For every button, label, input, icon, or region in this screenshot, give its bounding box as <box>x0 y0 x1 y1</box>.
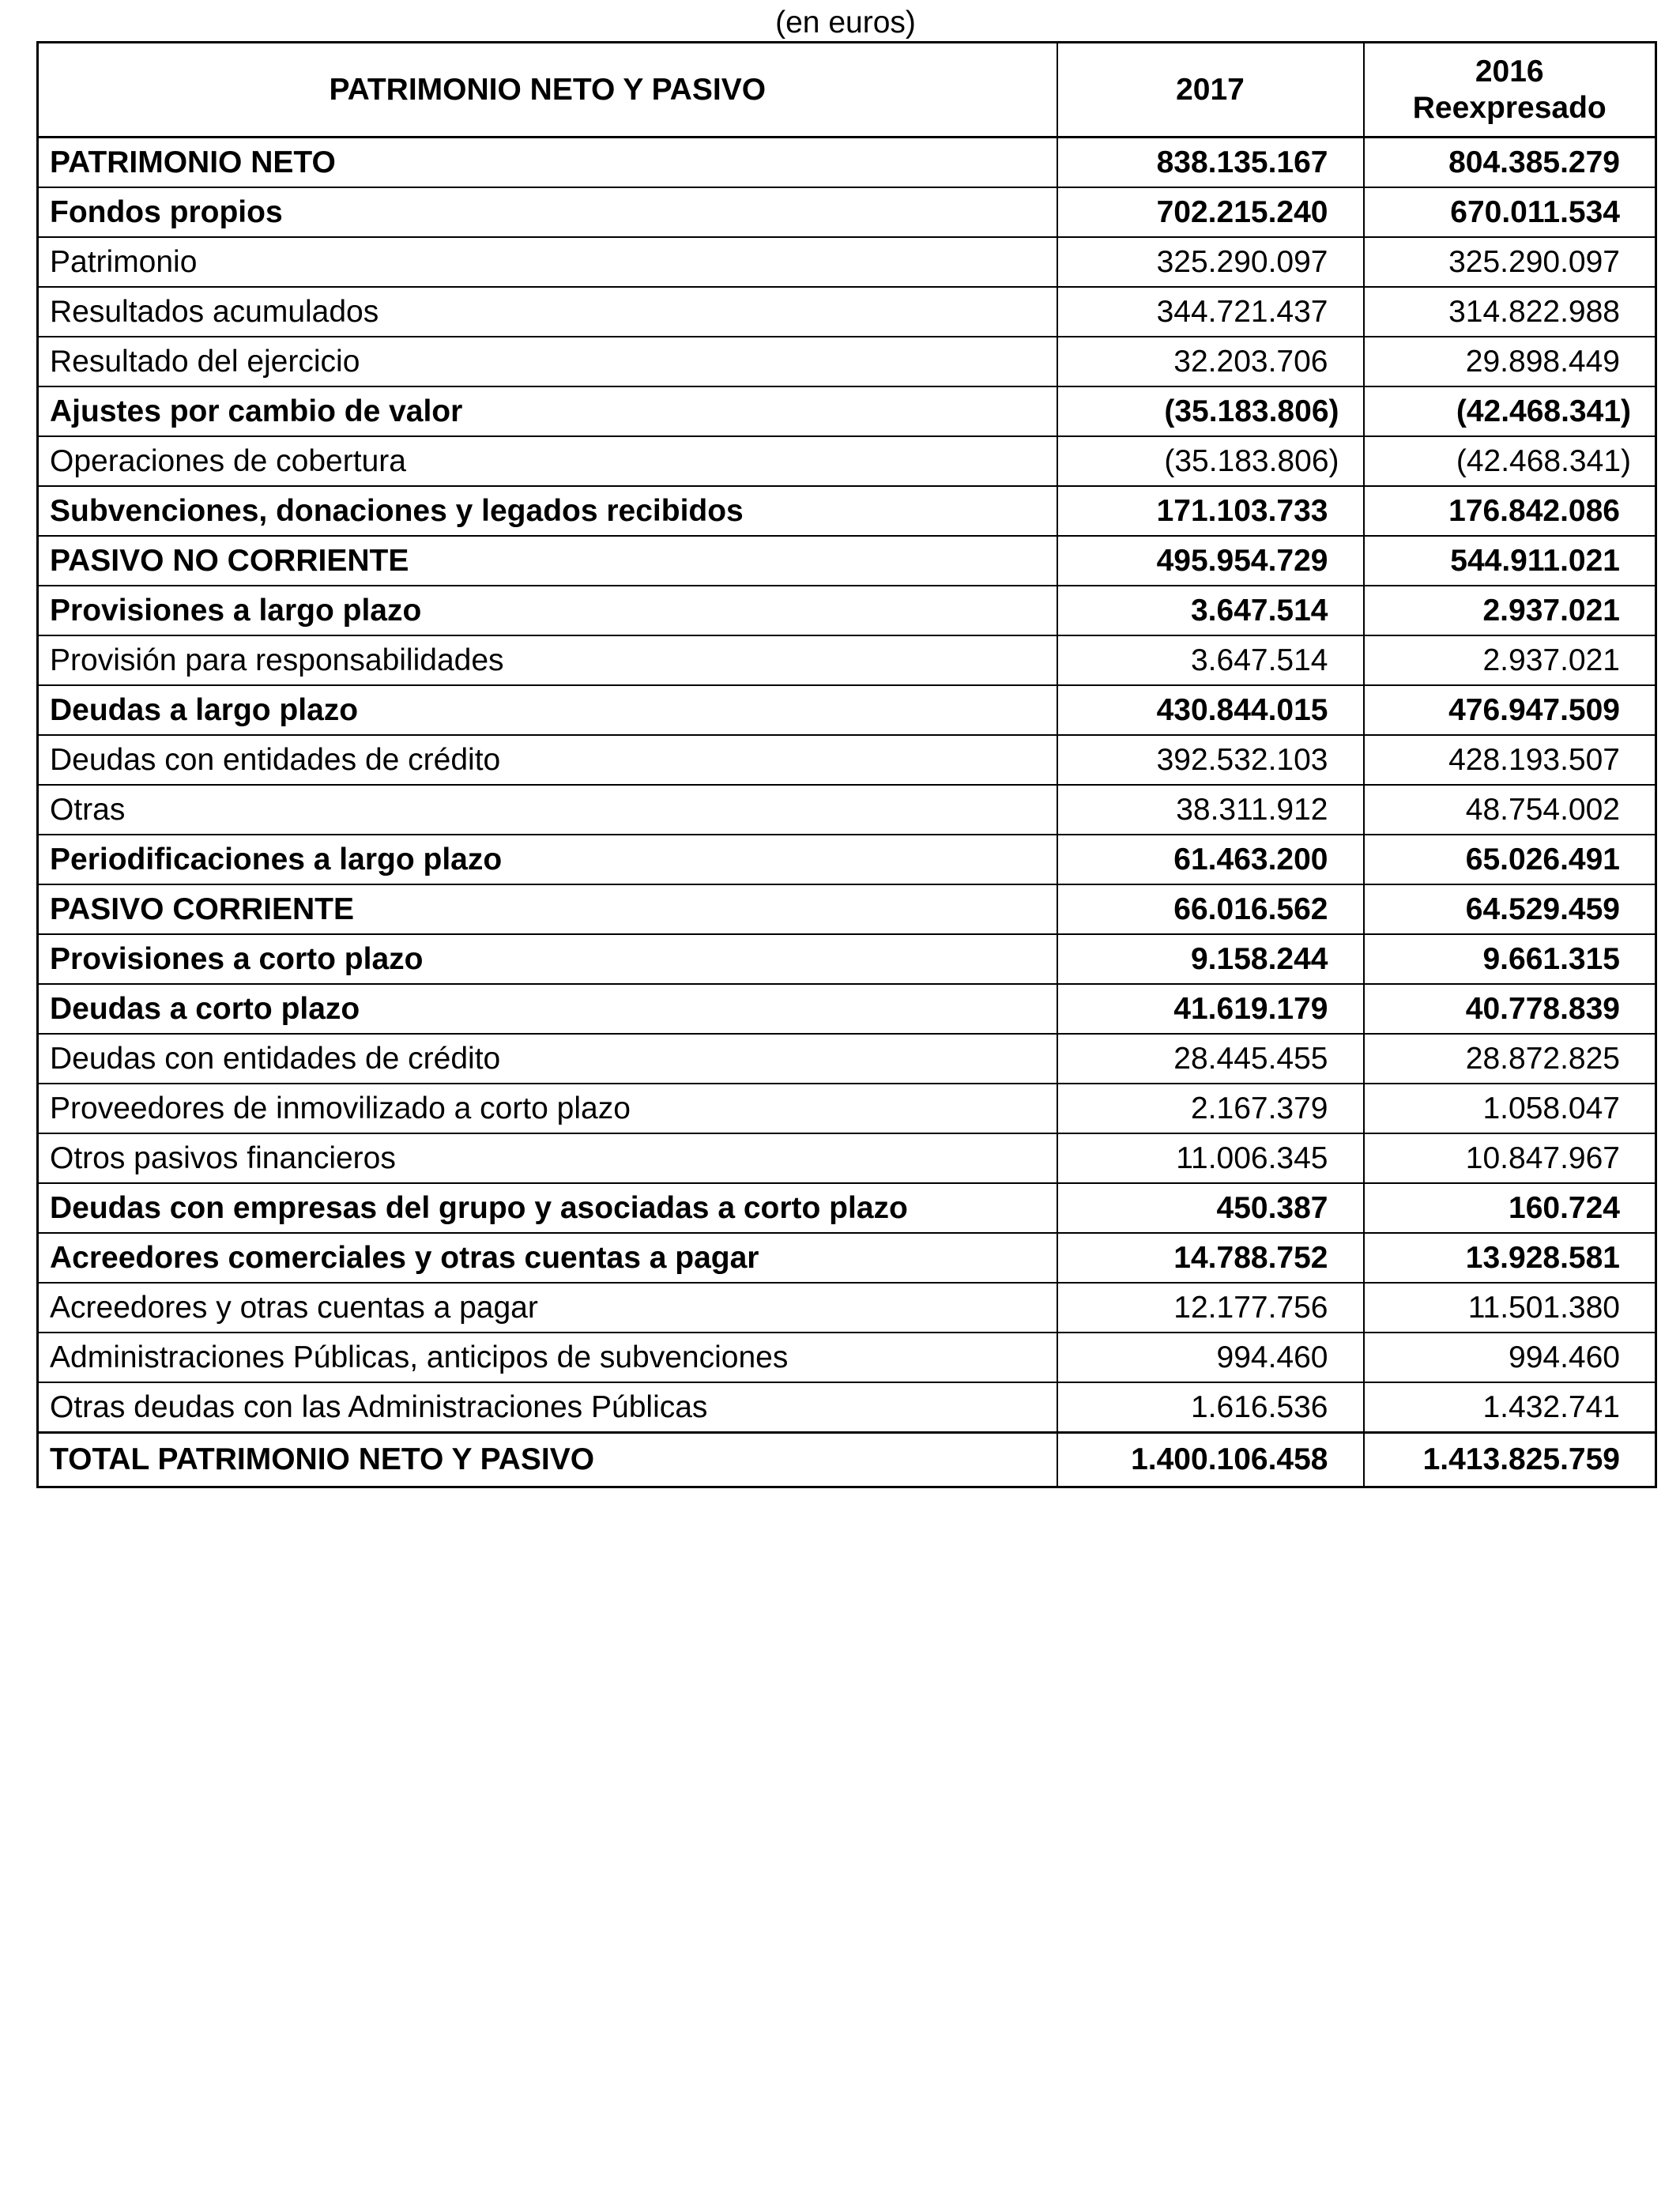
table-row <box>38 735 1656 785</box>
row-label: Acreedores comerciales y otras cuentas a pagar <box>38 1233 1057 1283</box>
table-row <box>38 486 1656 536</box>
table-row <box>38 1382 1656 1433</box>
row-label: Proveedores de inmovilizado a corto plazo <box>38 1084 1057 1133</box>
row-value-2017: 9.158.244 <box>1057 934 1364 984</box>
row-value-2016: 804.385.279 <box>1364 138 1656 188</box>
row-value-2016: 65.026.491 <box>1364 835 1656 884</box>
table-row <box>38 586 1656 635</box>
row-label: Deudas con entidades de crédito <box>38 1034 1057 1084</box>
row-label: Provisiones a corto plazo <box>38 934 1057 984</box>
row-value-2016: 476.947.509 <box>1364 685 1656 735</box>
row-value-2017: 12.177.756 <box>1057 1283 1364 1333</box>
row-value-2016: 314.822.988 <box>1364 287 1656 337</box>
row-label: Fondos propios <box>38 187 1057 237</box>
row-value-2017: 2.167.379 <box>1057 1084 1364 1133</box>
table-row <box>38 1283 1656 1333</box>
row-value-2017: 325.290.097 <box>1057 237 1364 287</box>
row-value-2017: 344.721.437 <box>1057 287 1364 337</box>
row-label: Otras deudas con las Administraciones Públicas <box>38 1382 1057 1433</box>
row-value-2017: 11.006.345 <box>1057 1133 1364 1183</box>
row-label: Deudas a largo plazo <box>38 685 1057 735</box>
row-value-2016: 29.898.449 <box>1364 337 1656 386</box>
table-row <box>38 1084 1656 1133</box>
row-value-2017: 3.647.514 <box>1057 586 1364 635</box>
header-year-2016-year: 2016 <box>1475 54 1544 89</box>
row-label: TOTAL PATRIMONIO NETO Y PASIVO <box>38 1433 1057 1487</box>
row-value-2016: 10.847.967 <box>1364 1133 1656 1183</box>
table-row <box>38 386 1656 436</box>
row-value-2016: 1.432.741 <box>1364 1382 1656 1433</box>
row-label: Administraciones Públicas, anticipos de subvenciones <box>38 1333 1057 1382</box>
row-label: Deudas a corto plazo <box>38 984 1057 1034</box>
row-value-2016: 1.413.825.759 <box>1364 1433 1656 1487</box>
table-row <box>38 337 1656 386</box>
row-value-2016: 176.842.086 <box>1364 486 1656 536</box>
row-value-2016: 40.778.839 <box>1364 984 1656 1034</box>
table-row <box>38 237 1656 287</box>
row-value-2016: 13.928.581 <box>1364 1233 1656 1283</box>
row-label: PASIVO NO CORRIENTE <box>38 536 1057 586</box>
table-row <box>38 635 1656 685</box>
row-value-2016: 670.011.534 <box>1364 187 1656 237</box>
row-value-2016: (42.468.341) <box>1364 386 1656 436</box>
row-label: PATRIMONIO NETO <box>38 138 1057 188</box>
table-row <box>38 187 1656 237</box>
row-label: Deudas con empresas del grupo y asociadas a corto plazo <box>38 1183 1057 1233</box>
row-value-2017: 38.311.912 <box>1057 785 1364 835</box>
row-label: Provisión para responsabilidades <box>38 635 1057 685</box>
row-label: PASIVO CORRIENTE <box>38 884 1057 934</box>
table-row <box>38 934 1656 984</box>
row-value-2017: 32.203.706 <box>1057 337 1364 386</box>
table-row <box>38 884 1656 934</box>
row-label: Acreedores y otras cuentas a pagar <box>38 1283 1057 1333</box>
row-label: Subvenciones, donaciones y legados recibidos <box>38 486 1057 536</box>
row-value-2016: 428.193.507 <box>1364 735 1656 785</box>
row-label: Ajustes por cambio de valor <box>38 386 1057 436</box>
table-row <box>38 685 1656 735</box>
row-label: Deudas con entidades de crédito <box>38 735 1057 785</box>
row-value-2016: 9.661.315 <box>1364 934 1656 984</box>
row-value-2017: 702.215.240 <box>1057 187 1364 237</box>
row-value-2017: 14.788.752 <box>1057 1233 1364 1283</box>
row-value-2017: (35.183.806) <box>1057 386 1364 436</box>
table-row <box>38 287 1656 337</box>
row-value-2016: 325.290.097 <box>1364 237 1656 287</box>
table-row <box>38 984 1656 1034</box>
row-label: Provisiones a largo plazo <box>38 586 1057 635</box>
row-value-2017: 994.460 <box>1057 1333 1364 1382</box>
row-value-2017: 1.400.106.458 <box>1057 1433 1364 1487</box>
row-value-2016: 2.937.021 <box>1364 586 1656 635</box>
row-value-2017: 495.954.729 <box>1057 536 1364 586</box>
row-value-2016: 11.501.380 <box>1364 1283 1656 1333</box>
row-value-2017: 430.844.015 <box>1057 685 1364 735</box>
header-year-2017: 2017 <box>1057 43 1364 138</box>
header-label-column: PATRIMONIO NETO Y PASIVO <box>38 43 1057 138</box>
row-label: Otros pasivos financieros <box>38 1133 1057 1183</box>
balance-sheet-table <box>36 41 1657 1488</box>
row-label: Periodificaciones a largo plazo <box>38 835 1057 884</box>
row-label: Resultado del ejercicio <box>38 337 1057 386</box>
row-value-2016: 64.529.459 <box>1364 884 1656 934</box>
table-caption: (en euros) <box>775 6 916 40</box>
row-value-2016: (42.468.341) <box>1364 436 1656 486</box>
table-total-row <box>38 1433 1656 1487</box>
row-value-2016: 544.911.021 <box>1364 536 1656 586</box>
table-row <box>38 1333 1656 1382</box>
row-value-2016: 1.058.047 <box>1364 1084 1656 1133</box>
row-label: Patrimonio <box>38 237 1057 287</box>
row-value-2017: (35.183.806) <box>1057 436 1364 486</box>
row-value-2016: 160.724 <box>1364 1183 1656 1233</box>
table-row <box>38 1034 1656 1084</box>
row-label: Resultados acumulados <box>38 287 1057 337</box>
header-year-2016-note: Reexpresado <box>1412 90 1607 125</box>
row-value-2017: 41.619.179 <box>1057 984 1364 1034</box>
table-row <box>38 138 1656 188</box>
row-value-2016: 48.754.002 <box>1364 785 1656 835</box>
table-row <box>38 1183 1656 1233</box>
row-value-2017: 450.387 <box>1057 1183 1364 1233</box>
table-row <box>38 436 1656 486</box>
row-value-2017: 1.616.536 <box>1057 1382 1364 1433</box>
row-value-2017: 28.445.455 <box>1057 1034 1364 1084</box>
table-row <box>38 1233 1656 1283</box>
row-value-2017: 171.103.733 <box>1057 486 1364 536</box>
row-value-2017: 3.647.514 <box>1057 635 1364 685</box>
row-value-2016: 994.460 <box>1364 1333 1656 1382</box>
row-label: Otras <box>38 785 1057 835</box>
table-header-row <box>38 43 1656 138</box>
header-year-2016 <box>1364 43 1656 138</box>
row-value-2017: 392.532.103 <box>1057 735 1364 785</box>
table-row <box>38 1133 1656 1183</box>
row-label: Operaciones de cobertura <box>38 436 1057 486</box>
row-value-2017: 66.016.562 <box>1057 884 1364 934</box>
table-row <box>38 785 1656 835</box>
row-value-2017: 61.463.200 <box>1057 835 1364 884</box>
table-row <box>38 536 1656 586</box>
row-value-2016: 2.937.021 <box>1364 635 1656 685</box>
row-value-2016: 28.872.825 <box>1364 1034 1656 1084</box>
row-value-2017: 838.135.167 <box>1057 138 1364 188</box>
table-row <box>38 835 1656 884</box>
